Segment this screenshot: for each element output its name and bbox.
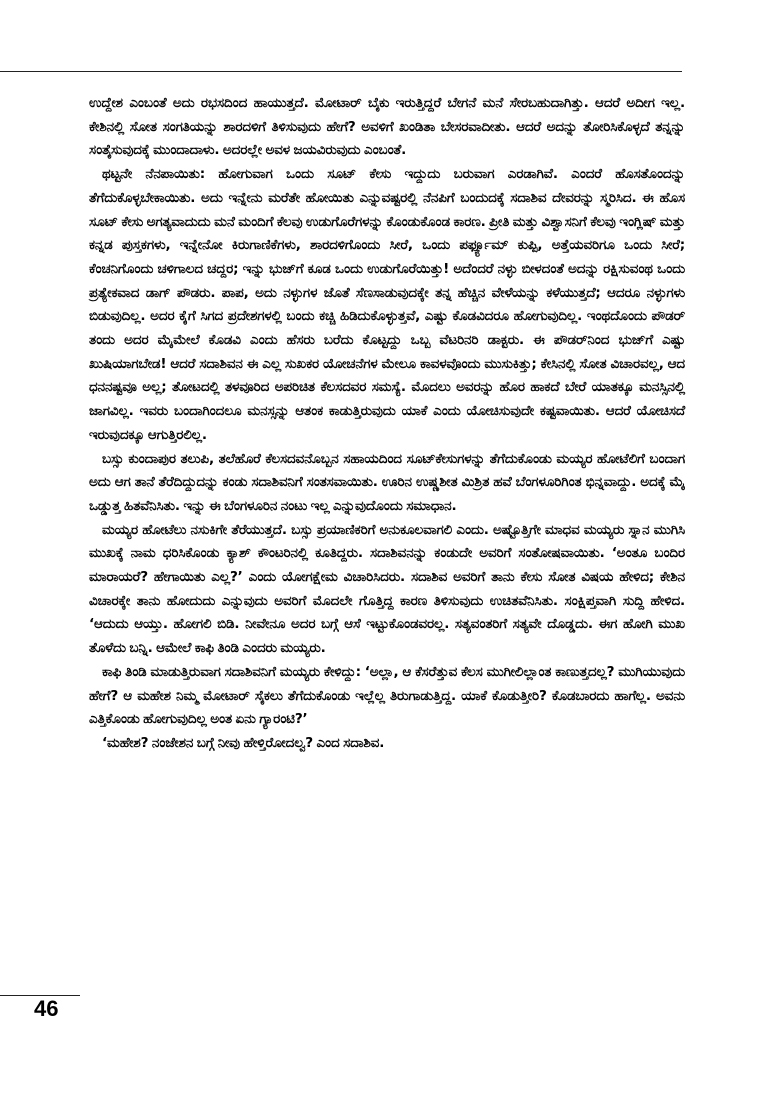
page-body [89, 92, 685, 756]
page-number: 46 [34, 996, 59, 1021]
paragraph: ಮಯ್ಯರ ಹೋಟೆಲು ನಸುಕಿಗೇ ತೆರೆಯುತ್ತದೆ. ಬಸ್ಸು ಪ್ರಯಾಣಿಕರಿಗೆ ಅನುಕೂಲವಾಗಲಿ ಎಂದು. ಅಷ್ಟೊತ್ತಿಗೇ ಮಾಧವ ಮಯ್ಯರು ಸ್ನಾನ ಮುಗಿಸಿ ಮುಖಕ್ಕೆ ನಾಮ ಧರಿಸಿಕೊಂಡು ಕ್ಯಾಶ್ ಕೌಂಟರಿನಲ್ಲಿ ಕೂತಿದ್ದರು. ಸದಾಶಿವನನ್ನು ಕಂಡುದೇ ಅವರಿಗೆ ಸಂತೋಷವಾಯಿತು. ‘ಅಂತೂ ಬಂದಿರ ಮಾರಾಯರೆ? ಹೇಗಾಯಿತು ಎಲ್ಲ?’ ಎಂದು ಯೋಗಕ್ಷೇಮ ವಿಚಾರಿಸಿದರು. ಸದಾಶಿವ ಅವರಿಗೆ ತಾನು ಕೇಸು ಸೋತ ವಿಷಯ ಹೇಳಿದ; ಕೇಶಿನ ವಿಚಾರಕ್ಕೇ ತಾನು ಹೋದುದು ಎನ್ನುವುದು ಅವರಿಗೆ ಮೊದಲೇ ಗೊತ್ತಿದ್ದ ಕಾರಣ ತಿಳಿಸುವುದು ಉಚಿತವೆನಿಸಿತು. ಸಂಕ್ಷಿಪ್ತವಾಗಿ ಸುದ್ದಿ ಹೇಳಿದ. ‘ಆದುದು ಆಯ್ತು. ಹೋಗಲಿ ಬಿಡಿ. ನೀವೇನೂ ಅದರ ಬಗ್ಗೆ ಆಸೆ ಇಟ್ಟುಕೊಂಡವರಲ್ಲ. ಸತ್ಯವಂತರಿಗೆ ಸತ್ಯವೇ ದೊಡ್ಡದು. ಈಗ ಹೋಗಿ ಮುಖ ತೊಳೆದು ಬನ್ನಿ. ಆಮೇಲೆ ಕಾಫಿ ತಿಂಡಿ ಎಂದರು ಮಯ್ಯರು. [89, 521, 685, 657]
paragraph: ಕಾಫಿ ತಿಂಡಿ ಮಾಡುತ್ತಿರುವಾಗ ಸದಾಶಿವನಿಗೆ ಮಯ್ಯರು ಕೇಳಿದ್ದು: ‘ಅಲ್ಲಾ, ಆ ಕೆಸರೆತ್ತುವ ಕೆಲಸ ಮುಗೀಲಿಲ್ಲಾಂತ ಕಾಣುತ್ತದಲ್ಲ? ಮುಗಿಯುವುದು ಹೇಗೆ? ಆ ಮಹೇಶ ನಿಮ್ಮ ಮೋಟಾರ್ ಸೈಕಲು ತೆಗೆದುಕೊಂಡು ಇಲ್ಲೆಲ್ಲ ತಿರುಗಾಡುತ್ತಿದ್ದ. ಯಾಕೆ ಕೊಡುತ್ತೀರಿ? ಕೊಡಬಾರದು ಹಾಗೆಲ್ಲ. ಅವನು ಎತ್ತಿಕೊಂಡು ಹೋಗುವುದಿಲ್ಲ ಅಂತ ಏನು ಗ್ಯಾರಂಟಿ?’ [89, 663, 685, 728]
paragraph: ಥಟ್ಟನೇ ನೆನಪಾಯಿತು: ಹೋಗುವಾಗ ಒಂದು ಸೂಟ್ ಕೇಸು ಇದ್ದುದು ಬರುವಾಗ ಎರಡಾಗಿವೆ. ಎಂದರೆ ಹೊಸತೊಂದನ್ನು ತೆಗೆದುಕೊಳ್ಳಬೇಕಾಯಿತು. ಅದು ಇನ್ನೇನು ಮರೆತೇ ಹೋಯಿತು ಎನ್ನುವಷ್ಟರಲ್ಲಿ ನೆನಪಿಗೆ ಬಂದುದಕ್ಕೆ ಸದಾಶಿವ ದೇವರನ್ನು ಸ್ಮರಿಸಿದ. ಈ ಹೊಸ ಸೂಟ್ ಕೇಸು ಅಗತ್ಯವಾದುದು ಮನೆ ಮಂದಿಗೆ ಕೆಲವು ಉಡುಗೊರೆಗಳನ್ನು ಕೊಂಡುಕೊಂಡ ಕಾರಣ. ಪ್ರೀತಿ ಮತ್ತು ವಿಶ್ವಾಸನಿಗೆ ಕೆಲವು ಇಂಗ್ಲಿಷ್ ಮತ್ತು ಕನ್ನಡ ಪುಸ್ತಕಗಳು, ಇನ್ನೇನೋ ಕಿರುಗಾಣಿಕೆಗಳು, ಶಾರದಳಿಗೊಂದು ಸೀರೆ, ಒಂದು ಪರ್ಫ್ಯೂಮ್ ಕುಪ್ಪಿ, ಅತ್ತೆಯವರಿಗೂ ಒಂದು ಸೀರೆ; ಕೆಂಚನಿಗೊಂದು ಚಳಿಗಾಲದ ಚದ್ದರ; ಇನ್ನು ಭುಜ್‌ಗೆ ಕೂಡ ಒಂದು ಉಡುಗೊರೆಯಿತ್ತು! ಅದೆಂದರೆ ನಳ್ಳು ಬೀಳದಂತೆ ಅದನ್ನು ರಕ್ಷಿಸುವಂಥ ಒಂದು ಪ್ರತ್ಯೇಕವಾದ ಡಾಗ್ ಪೌಡರು. ಪಾಪ, ಅದು ನಳ್ಳುಗಳ ಜೊತೆ ಸೆಣಸಾಡುವುದಕ್ಕೇ ತನ್ನ ಹೆಚ್ಚಿನ ವೇಳೆಯನ್ನು ಕಳೆಯುತ್ತದೆ; ಆದರೂ ನಳ್ಳುಗಳು ಬಿಡುವುದಿಲ್ಲ. ಅದರ ಕೈಗೆ ಸಿಗದ ಪ್ರದೇಶಗಳಲ್ಲಿ ಬಂದು ಕಚ್ಚಿ ಹಿಡಿದುಕೊಳ್ಳುತ್ತವೆ, ಎಷ್ಟು ಕೊಡವಿದರೂ ಹೋಗುವುದಿಲ್ಲ. ಇಂಥದೊಂದು ಪೌಡರ್ ತಂದು ಅದರ ಮೈಮೇಲೆ ಕೊಡವಿ ಎಂದು ಹೆಸರು ಬರೆದು ಕೊಟ್ಟದ್ದು ಒಬ್ಬ ವೆಟರಿನರಿ ಡಾಕ್ಟರು. ಈ ಪೌಡರ್‌ನಿಂದ ಭುಜ್‌ಗೆ ಎಷ್ಟು ಖುಷಿಯಾಗಬೇಡ! ಆದರೆ ಸದಾಶಿವನ ಈ ಎಲ್ಲ ಸುಖಕರ ಯೋಚನೆಗಳ ಮೇಲೂ ಕಾವಳವೊಂದು ಮುಸುಕಿತ್ತು; ಕೇಸಿನಲ್ಲಿ ಸೋತ ವಿಚಾರವಲ್ಲ, ಆದ ಧನನಷ್ಟವೂ ಅಲ್ಲ; ತೋಟದಲ್ಲಿ ತಳವೂರಿದ ಅಪರಿಚಿತ ಕೆಲಸದವರ ಸಮಸ್ಯೆ. ಮೊದಲು ಅವರನ್ನು ಹೊರ ಹಾಕದೆ ಬೇರೆ ಯಾತಕ್ಕೂ ಮನಸ್ಸಿನಲ್ಲಿ ಜಾಗವಿಲ್ಲ. ಇವರು ಬಂದಾಗಿಂದಲೂ ಮನಸ್ಸನ್ನು ಆತಂಕ ಕಾಡುತ್ತಿರುವುದು ಯಾಕೆ ಎಂದು ಯೋಚಿಸುವುದೇ ಕಷ್ಟವಾಯಿತು. ಆದರೆ ಯೋಚಿಸದೆ ಇರುವುದಕ್ಕೂ ಆಗುತ್ತಿರಲಿಲ್ಲ. [89, 166, 685, 443]
paragraph: ‘ಮಹೇಶ? ನಂಜೇಶನ ಬಗ್ಗೆ ನೀವು ಹೇಳ್ತಿರೋದಲ್ವ? ಎಂದ ಸದಾಶಿವ. [102, 734, 385, 751]
paragraph: ಬಸ್ಸು ಕುಂದಾಪುರ ತಲುಪಿ, ತಲೆಹೊರೆ ಕೆಲಸದವನೊಬ್ಬನ ಸಹಾಯದಿಂದ ಸೂಟ್‌ಕೇಸುಗಳನ್ನು ತೆಗೆದುಕೊಂಡು ಮಯ್ಯರ ಹೋಟೆಲಿಗೆ ಬಂದಾಗ ಅದು ಆಗ ತಾನೆ ತೆರೆದಿದ್ದುದನ್ನು ಕಂಡು ಸದಾಶಿವನಿಗೆ ಸಂತಸವಾಯಿತು. ಊರಿನ ಉಷ್ಣಶೀತ ಮಿಶ್ರಿತ ಹವೆ ಬೆಂಗಳೂರಿಗಿಂತ ಭಿನ್ನವಾದ್ದು. ಅದಕ್ಕೆ ಮೈ ಒಡ್ಡುತ್ತ ಹಿತವೆನಿಸಿತು. ಇನ್ನು ಈ ಬೆಂಗಳೂರಿನ ನಂಟು ಇಲ್ಲ ಎನ್ನುವುದೊಂದು ಸಮಾಧಾನ. [89, 450, 685, 514]
header-rule [0, 71, 682, 72]
paragraph: ಉದ್ದೇಶ ಎಂಬಂತೆ ಅದು ರಭಸದಿಂದ ಹಾಯುತ್ತದೆ. ಮೋಟಾರ್ ಬೈಕು ಇರುತ್ತಿದ್ದರೆ ಬೇಗನೆ ಮನೆ ಸೇರಬಹುದಾಗಿತ್ತು. ಆದರೆ ಅದೀಗ ಇಲ್ಲ. ಕೇಶಿನಲ್ಲಿ ಸೋತ ಸಂಗತಿಯನ್ನು ಶಾರದಳಿಗೆ ತಿಳಿಸುವುದು ಹೇಗೆ? ಅವಳಿಗೆ ಖಂಡಿತಾ ಬೇಸರವಾದೀತು. ಆದರೆ ಅದನ್ನು ತೋರಿಸಿಕೊಳ್ಳದೆ ತನ್ನನ್ನು ಸಂತೈಸುವುದಕ್ಕೆ ಮುಂದಾದಾಳು. ಅದರಲ್ಲೇ ಅವಳ ಜಯವಿರುವುದು ಎಂಬಂತೆ. [89, 95, 685, 159]
